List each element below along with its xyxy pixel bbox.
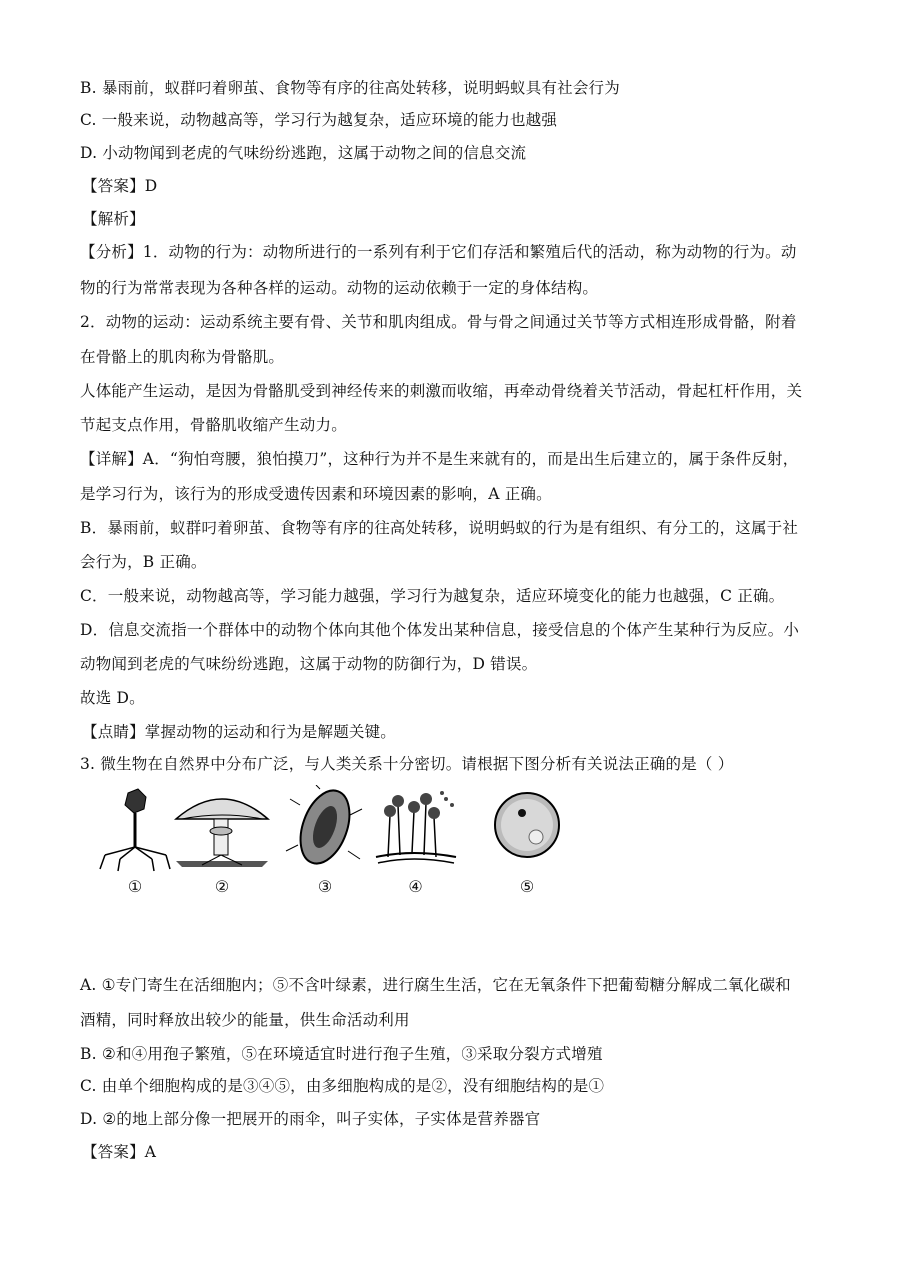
- answer-label: 【答案】D: [82, 177, 158, 195]
- mold-icon: [368, 785, 463, 875]
- question-stem: 3. 微生物在自然界中分布广泛，与人类关系十分密切。请根据下图分析有关说法正确的是（ ）: [80, 755, 734, 773]
- text-line: D．信息交流指一个群体中的动物个体向其他个体发出某种信息，接受信息的个体产生某种行为反应。小: [80, 621, 800, 639]
- tip-line: 【点睛】掌握动物的运动和行为是解题关键。: [82, 723, 397, 741]
- text-line: 【分析】1．动物的行为：动物所进行的一系列有利于它们存活和繁殖后代的活动，称为动物的行为。动: [80, 243, 797, 261]
- figure-label: ③: [317, 877, 333, 896]
- option-a-continued: 酒精，同时释放出较少的能量，供生命活动利用: [80, 1011, 410, 1029]
- answer-label: 【答案】A: [82, 1143, 157, 1161]
- text-line: B．暴雨前，蚁群叼着卵茧、食物等有序的往高处转移，说明蚂蚁的行为是有组织、有分工的，这属于社: [80, 519, 799, 537]
- figure-label: ④: [408, 877, 423, 896]
- figure-item: [482, 785, 572, 905]
- yeast-cell-icon: [482, 785, 572, 875]
- figure-item: [368, 785, 463, 905]
- option-a: A. ①专门寄生在活细胞内；⑤不含叶绿素，进行腐生生活，它在无氧条件下把葡萄糖分解成二氧化碳和: [80, 976, 791, 994]
- figure-item: [280, 785, 370, 905]
- option-d: D. ②的地上部分像一把展开的雨伞，叫子实体，子实体是营养器官: [80, 1110, 541, 1128]
- text-line: 会行为，B 正确。: [80, 553, 207, 571]
- figure-label: ②: [214, 877, 230, 896]
- text-line: 节起支点作用，骨骼肌收缩产生动力。: [80, 416, 347, 434]
- figure-label: ⑤: [519, 877, 535, 896]
- text-line: 2．动物的运动：运动系统主要有骨、关节和肌肉组成。骨与骨之间通过关节等方式相连形成骨骼，附着: [80, 313, 797, 331]
- option-b: B. ②和④用孢子繁殖，⑤在环境适宜时进行孢子生殖，③采取分裂方式增殖: [80, 1045, 603, 1063]
- text-line: 【详解】A．“狗怕弯腰，狼怕摸刀”，这种行为并不是生来就有的，而是出生后建立的，属于条件反射，: [80, 450, 799, 468]
- text-line: C．一般来说，动物越高等，学习能力越强，学习行为越复杂，适应环境变化的能力也越强，C 正确。: [80, 587, 785, 605]
- figure-item: [90, 785, 180, 905]
- text-line: 人体能产生运动，是因为骨骼肌受到神经传来的刺激而收缩，再牵动骨绕着关节活动，骨起杠杆作用，关: [80, 382, 803, 400]
- text-line: B. 暴雨前，蚁群叼着卵茧、食物等有序的往高处转移，说明蚂蚁具有社会行为: [80, 79, 620, 97]
- text-line: 是学习行为，该行为的形成受遗传因素和环境因素的影响，A 正确。: [80, 485, 552, 503]
- figure-label: ①: [127, 877, 143, 896]
- text-line: 在骨骼上的肌肉称为骨骼肌。: [80, 348, 285, 366]
- option-c: C. 由单个细胞构成的是③④⑤，由多细胞构成的是②，没有细胞结构的是①: [80, 1077, 605, 1095]
- text-line: D. 小动物闻到老虎的气味纷纷逃跑，这属于动物之间的信息交流: [80, 144, 527, 162]
- mushroom-icon: [172, 785, 272, 875]
- text-line: 物的行为常常表现为各种各样的运动。动物的运动依赖于一定的身体结构。: [80, 279, 599, 297]
- bacteriophage-icon: [90, 785, 180, 875]
- text-line: 动物闻到老虎的气味纷纷逃跑，这属于动物的防御行为，D 错误。: [80, 655, 538, 673]
- text-line: 故选 D。: [80, 689, 145, 707]
- bacterium-icon: [280, 785, 370, 875]
- figure-item: [172, 785, 272, 905]
- text-line: C. 一般来说，动物越高等，学习行为越复杂，适应环境的能力也越强: [80, 111, 558, 129]
- analysis-label: 【解析】: [82, 210, 145, 228]
- microbe-figure: [90, 785, 570, 905]
